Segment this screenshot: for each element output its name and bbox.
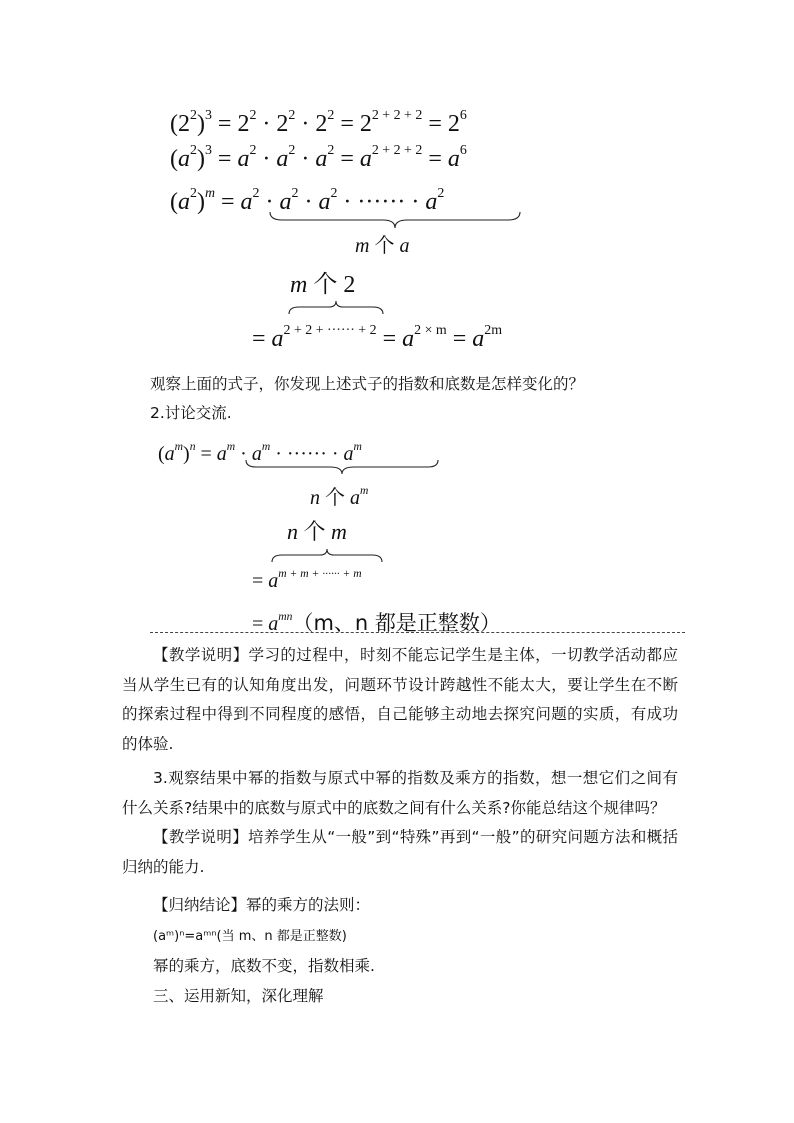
eq5-t1-exp: m	[226, 440, 236, 454]
eq2-sum-exp: 2 + 2 + 2	[371, 143, 423, 159]
eq6-base: a	[268, 570, 279, 592]
overbrace-6	[270, 548, 384, 564]
rule-formula: (aᵐ)ⁿ=aᵐⁿ(当 m、n 都是正整数)	[153, 929, 347, 944]
overbrace-4	[287, 300, 385, 316]
equation-3: $(a^2)^m = a^2 \cdot a^2 \cdot a^2$ · ······ · $a^2$	[170, 186, 445, 215]
eq4-over-count: m	[290, 272, 308, 298]
overbrace-6-label	[287, 515, 347, 546]
eq4-base3: a	[472, 326, 485, 352]
eq3-under-unit: 个	[374, 233, 395, 257]
eq3-exp: 2	[190, 186, 197, 202]
eq5-outer: n	[189, 440, 196, 454]
eq6-over-count: n	[287, 519, 298, 544]
eq2-base: a	[178, 146, 190, 172]
eq3-t3-exp: 2	[330, 186, 338, 202]
teaching-note-1: 【教学说明】学习的过程中，时刻不能忘记学生是主体，一切教学活动都应当从学生已有的认知角度出发，问题环节设计跨越性不能太大，要让学生在不断的探索过程中得到不同程度的感悟，自己能够主动地去探究问题的实质，有成功的体验.	[122, 646, 678, 753]
eq5-exp: m	[174, 440, 184, 454]
eq5-base: a	[164, 443, 175, 465]
eq1-sum-exp: 2 + 2 + 2	[371, 108, 423, 124]
underbrace-5	[244, 458, 440, 478]
underbrace-5-label	[310, 481, 368, 510]
eq3-under-count: m	[355, 235, 370, 257]
eq4-exp-prod: 2 × m	[414, 323, 447, 339]
eq2-t1-exp: 2	[249, 143, 257, 159]
eq3-t4: a	[425, 189, 438, 215]
eq1-outer-exp: 3	[204, 108, 212, 124]
eq6-exp-sum: m + m + ······ + m	[278, 567, 362, 581]
eq2-t3: a	[315, 146, 328, 172]
eq2-res-base: a	[447, 146, 460, 172]
eq2-exp: 2	[190, 143, 197, 159]
eq1-result: = 2	[428, 111, 460, 137]
equation-7: = $a^{mn}(m$、n 都是正整数）	[252, 610, 501, 635]
rule-words: 幂的乘方，底数不变，指数相乘.	[153, 957, 375, 975]
eq3-t3: a	[318, 189, 331, 215]
eq1-eq: = 2	[217, 111, 250, 137]
eq3-t1: a	[240, 189, 253, 215]
eq6-over-unit: 个	[303, 520, 326, 545]
eq3-outer: m	[204, 186, 215, 202]
conclusion-heading: 【归纳结论】幂的乘方的法则：	[153, 896, 371, 914]
eq4-over-num: 2	[343, 272, 356, 298]
equation-6: = $a^{m + m + \cdot\cdot\cdot\cdot\cdot\cdot + m}$	[252, 567, 362, 592]
eq2-t1: a	[237, 146, 250, 172]
overbrace-4-label	[290, 264, 355, 299]
eq3-t2-exp: 2	[291, 186, 299, 202]
underbrace-3-label	[355, 229, 409, 258]
section-3-heading: 三、运用新知，深化理解	[153, 987, 324, 1005]
eq5-under-unit: 个	[325, 485, 345, 509]
eq1-term3: 2	[315, 111, 328, 137]
eq1-term2-exp: 2	[288, 108, 296, 124]
eq3-t1-exp: 2	[252, 186, 260, 202]
eq3-under-base: a	[399, 235, 410, 257]
eq5-t3: a	[343, 443, 354, 465]
eq6-over-var: m	[331, 519, 347, 544]
dotted-divider	[150, 632, 685, 633]
teaching-note-2: 【教学说明】培养学生从“一般”到“特殊”再到“一般”的研究问题方法和概括归纳的能力.	[122, 828, 678, 876]
eq3-t2: a	[279, 189, 292, 215]
eq1-dot1: ·	[262, 111, 271, 137]
eq7-condition: （m、n 都是正整数）	[292, 611, 501, 635]
eq1-term1-exp: 2	[249, 108, 257, 124]
eq4-over-unit: 个	[313, 270, 338, 298]
eq7-exp: mn	[278, 610, 293, 624]
eq2-t2-exp: 2	[288, 143, 296, 159]
equation-5: $(a^m)^n = a^m \cdot a^m$ · ······ · $a^m$	[158, 440, 362, 465]
eq2-t2: a	[276, 146, 289, 172]
eq2-t3-exp: 2	[327, 143, 335, 159]
eq5-t2: a	[251, 443, 262, 465]
eq5-under-count: n	[310, 487, 320, 509]
eq5-under-exp: m	[360, 484, 369, 498]
eq2-res-exp: 6	[459, 143, 467, 159]
eq5-t1: a	[216, 443, 227, 465]
eq1-term3-exp: 2	[327, 108, 335, 124]
equation-4: = $a^{2 + 2 + \cdot\cdot\cdot\cdot\cdot\cdot + 2} = a^{2 \times m} = a^{2m}$	[252, 323, 503, 352]
eq4-base1: a	[271, 326, 284, 352]
eq1-lhs: (2	[170, 111, 190, 137]
equation-2: $(a^2)^3 = a^2 \cdot a^2 \cdot a^2 = a^{2 + 2 + 2} = a^6$	[170, 143, 467, 172]
eq5-t2-exp: m	[261, 440, 271, 454]
eq3-dots: ······	[357, 189, 406, 215]
question-3: 3.观察结果中幂的指数与原式中幂的指数及乘方的指数，想一想它们之间有什么关系?结果中的底数与原式中的底数之间有什么关系?你能总结这个规律吗？	[122, 769, 678, 817]
eq7-base: a	[268, 613, 279, 635]
eq5-under-base: a	[350, 487, 360, 509]
discuss-heading: 2.讨论交流.	[150, 404, 232, 422]
eq5-t3-exp: m	[353, 440, 362, 454]
eq1-lhs-close: )	[196, 111, 205, 137]
eq4-base2: a	[402, 326, 415, 352]
eq5-dots: ······	[286, 443, 327, 465]
eq1-lhs-exp: 2	[190, 108, 197, 124]
eq3-base: a	[178, 189, 190, 215]
eq2-sum-base: a	[359, 146, 372, 172]
observe-question: 观察上面的式子，你发现上述式子的指数和底数是怎样变化的？	[150, 375, 585, 393]
eq1-result-exp: 6	[459, 108, 467, 124]
eq2-outer: 3	[204, 143, 212, 159]
eq4-exp-res: 2m	[484, 323, 503, 339]
eq1-sum: = 2	[340, 111, 372, 137]
eq4-exp-sum: 2 + 2 + ······ + 2	[283, 323, 377, 339]
eq3-t4-exp: 2	[437, 186, 445, 202]
eq1-term2: 2	[276, 111, 289, 137]
eq1-dot2: ·	[301, 111, 310, 137]
equation-1	[170, 108, 467, 138]
